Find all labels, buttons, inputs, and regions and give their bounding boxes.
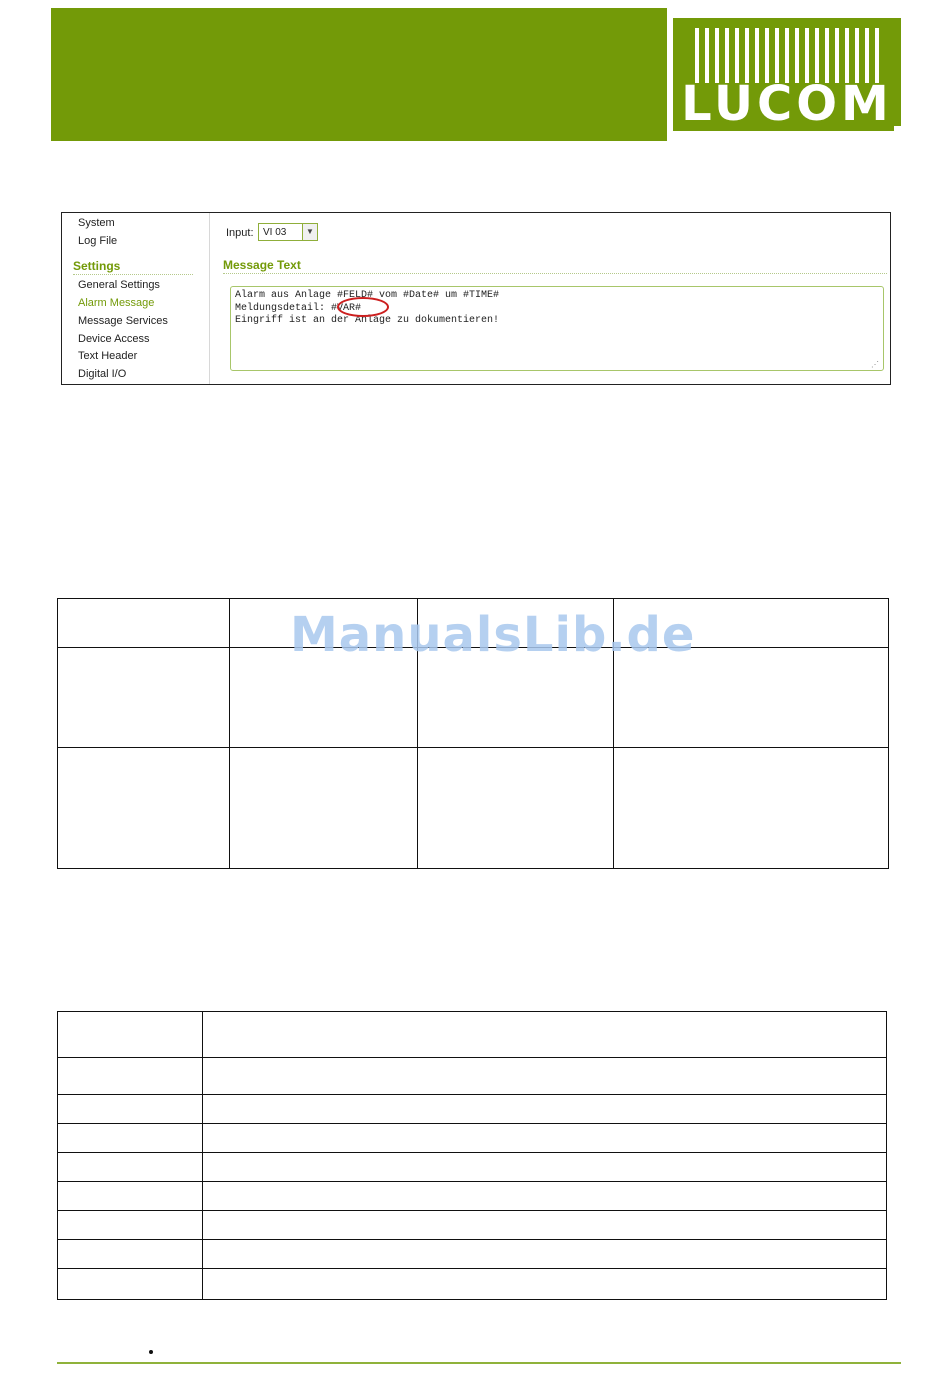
input-select[interactable] [258,223,318,241]
footer-dot [149,1350,153,1354]
alarm-message-screenshot [61,212,891,385]
message-text-divider [223,273,887,274]
sidebar-item-alarm-message[interactable]: Alarm Message [78,297,155,309]
chevron-down-icon[interactable]: ▼ [302,224,317,240]
message-line: Alarm aus Anlage #FELD# vom #Date# um #TIME# [235,290,500,301]
table-row [58,1012,887,1058]
sidebar-item-general-settings[interactable]: General Settings [78,279,160,291]
resize-grip-icon[interactable]: ⋰ [871,360,879,369]
settings-sidebar [62,213,210,384]
table-row [58,1269,887,1300]
input-label: Input: [226,227,254,239]
message-text-heading: Message Text [223,258,301,272]
table-row [58,1240,887,1269]
sidebar-divider [73,274,193,275]
sidebar-heading-settings: Settings [73,259,121,273]
table-row [58,1058,887,1095]
watermark: ManualsLib.de [290,607,696,663]
table-placeholders [57,1011,887,1300]
sidebar-item-message-services[interactable]: Message Services [78,315,168,327]
table-row [58,1211,887,1240]
message-text-area[interactable] [230,286,884,371]
sidebar-item-device-access[interactable]: Device Access [78,333,150,345]
table-row [58,1095,887,1124]
input-select-value: VI 03 [263,227,287,238]
logo-bars-icon [695,28,879,83]
header-banner [51,8,667,141]
logo-wordmark: LUCOM [681,76,893,132]
message-line: Meldungsdetail: #VAR# [235,302,362,314]
sidebar-item-log-file[interactable]: Log File [78,235,118,247]
var-highlight-circle [337,297,389,317]
message-line: Eingriff ist an der Anlage zu dokumentieren! [235,315,500,326]
table-row [58,1182,887,1211]
footer-divider [57,1362,901,1364]
sidebar-item-text-header[interactable]: Text Header [78,350,138,362]
table-row [58,748,889,869]
sidebar-item-system[interactable]: System [78,217,115,229]
table-row [58,1124,887,1153]
sidebar-item-digital-io[interactable]: Digital I/O [78,368,127,380]
lucom-logo [673,18,901,131]
table-row [58,1153,887,1182]
